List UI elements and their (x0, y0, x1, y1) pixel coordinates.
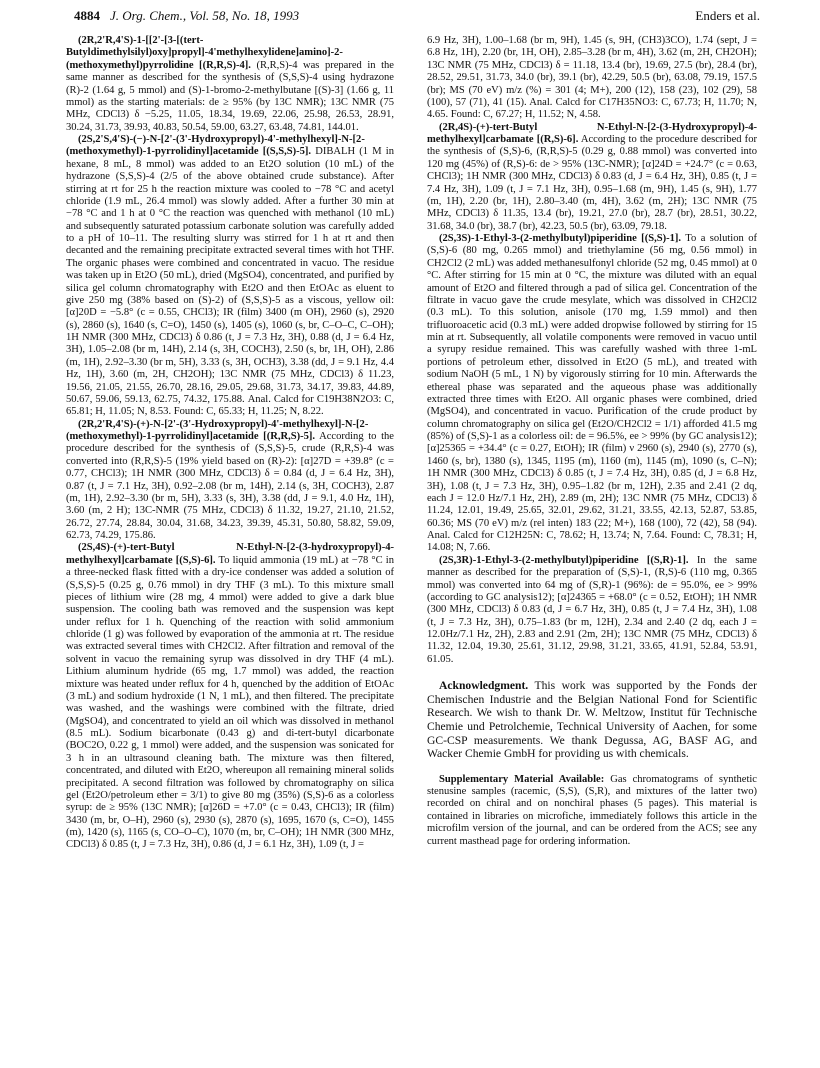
experimental-entry (66, 134, 394, 419)
journal-citation: J. Org. Chem., Vol. 58, No. 18, 1993 (110, 8, 300, 23)
experimental-entry (427, 555, 757, 666)
procedure-text: (R,R,S)-4 was prepared in the same manner as described for the synthesis of (S,S,S)-4 using hydrazone (R)-2 (1.64 g, 5 mmol) and (S)-1-bromo-2-methylbutane [(S)-3] (1.66 g, 11 mmol) as the starting materials: de ≥ 95% (by 13C NMR); 13C NMR (75 MHz, CDCl3) δ −5.25, 11.05, 18.34, 19.69, 22.06, 25.98, 26.53, 28.91, 30.24, 31.73, 39.93, 40.83, 50.54, 59.00, 63.27, 63.48, 74.81, 144.01. (66, 59, 394, 133)
compound-title: (2S,3S)-1-Ethyl-3-(2-methylbutyl)piperidine [(S,S)-1]. (439, 233, 682, 244)
compound-title: (2S,3R)-1-Ethyl-3-(2-methylbutyl)piperidine [(S,R)-1]. (439, 554, 689, 566)
acknowledgment-section (427, 679, 757, 761)
compound-title: (2S,4S)-(+)-tert-Butyl N-Ethyl-N-[2-(3-hydroxypropyl)-4-methylhexyl]carbamate [(S,S)-6]. (66, 542, 394, 566)
running-authors: Enders et al. (695, 8, 760, 23)
continued-text: 6.9 Hz, 3H), 1.00–1.68 (br m, 9H), 1.45 (s, 9H, (CH3)3CO), 1.74 (sept, J = 6.8 Hz, 1H), 2.20 (br, 1H, OH), 2.85–3.28 (br m, 4H), 3.62 (m, 2H, CH2OH); 13C NMR (75 MHz, CDCl3) δ = 11.18, 13.4 (br), 19.69, 27.5 (br), 28.4 (br), 28.52, 29.51, 31.73, 34.0 (br), 39.1 (br), 42.29, 50.5 (br), 63.08, 79.19, 157.5 (br); MS (70 eV) m/z (%) = 301 (4; M+), 200 (12), 158 (23), 102 (29), 58 (100), 57 (71), 41 (15). Anal. Calcd for C17H35NO3: C, 67.73; H, 11.70; N, 4.65. Found: C, 67.27; H, 11.52; N, 4.58. (427, 35, 757, 121)
supplementary-heading: Supplementary Material Available: (439, 773, 605, 785)
procedure-text: DIBALH (1 M in hexane, 8 mL, 8 mmol) was added to an Et2O solution (10 mL) of the hydrazone (S,S,S)-4 (2/5 of the above obtained crude substance). After stirring at rt for 25 h the reaction mixture was cooled to −78 °C and acetyl chloride (1.9 mL, 26.4 mmol) was slowly added. After a further 30 min at −78 °C and 1 h at 0 °C the reaction was quenched with methanol (10 mL) and subsequently saturated potassium carbonate solution was carefully added to a pH of 10–11. The resulting slurry was stirred for 1 h at rt and then decanted and the remaining precipitate extracted several times with hot THF. The organic phases were combined and concentrated in vacuo. The residue was taken up in Et2O (50 mL), dried (MgSO4), concentrated, and purified by silica gel column chromatography with Et2O and then EtOAc as eluent to give 250 mg (38% based on (S)-2) of (S,S,S)-5 as a viscous, yellow oil: [α]20D = −5.8° (c = 0.55, CHCl3); IR (film) 3400 (m OH), 2960 (s), 2920 (s), 2860 (s), 1640 (s, C=O), 1450 (s), 1405 (s), 1060 (s, br, C–O–C, C–OH); 1H NMR (300 MHz, CDCl3) δ 0.86 (t, J = 7.3 Hz, 3H), 0.88 (d, J = 6.4 Hz, 3H), 1.05–2.08 (br m, 14H), 2.14 (s, 3H, COCH3), 2.50 (s, br, 1H, OH), 2.86 (m, 1H), 2.92–3.30 (br m, 5H), 3.33 (s, 3H, OCH3), 3.38 (dd, J = 9.1 Hz, 4.4 Hz, 1H), 3.60 (m, 2H, CH2OH); 13C NMR (75 MHz, CDCl3) δ 11.23, 19.56, 21.05, 21.55, 26.70, 28.16, 29.05, 29.68, 31.73, 34.17, 39.83, 44.89, 50.67, 59.06, 59.13, 62.75, 74.32, 175.88. Anal. Calcd for C19H38N2O3: C, 65.81; H, 11.05; N, 8.53. Found: C, 65.33; H, 11.25; N, 8.22. (66, 146, 394, 418)
right-column (427, 35, 757, 848)
procedure-text: According to the procedure described for the synthesis of (S,S,S)-5, crude (R,R,S)-4 was converted into (R,R,S)-5 (19% yield based on (R)-2): [α]27D = +39.8° (c = 0.77, CHCl3); 1H NMR (300 MHz, CDCl3) δ = 0.84 (d, J = 6.4 Hz, 3H), 0.87 (t, J = 7.1 Hz, 3H), 0.92–2.08 (br m, 14H), 2.14 (s, 3H, COCH3), 2.87 (m, 1H), 2.92–3.30 (br m, 5H), 3.33 (s, 3H), 3.38 (dd, J = 9.1, 4.0 Hz, 1H), 3.60 (m, 2 H); 13C-NMR (75 MHz, CDCl3) δ 11.32, 19.27, 21.10, 21.52, 26.72, 27.74, 28.84, 30.04, 31.68, 34.23, 39.39, 45.31, 50.80, 58.82, 59.09, 62.73, 74.29, 175.86. (66, 431, 394, 541)
procedure-text: According to the procedure described for the synthesis of (S,S)-6, (R,R,S)-5 (0.29 g, 0.88 mmol) was converted into 120 mg (45%) of (R,S)-6: de > 95% (13C-NMR); [α]24D = +24.7° (c = 0.63, CHCl3); 1H NMR (300 MHz, CDCl3) δ 0.83 (d, J = 6.4 Hz, 3H), 0.85 (t, J = 7.4 Hz, 3H), 1.09 (t, J = 7.1 Hz, 3H), 0.95–1.68 (m, 9H), 1.45 (s, 9H), 1.77 (m, 1H), 2.20 (br, 1H), 2.80–3.40 (m, 4H), 3.62 (m, 2H); 13C NMR (75 MHz, CDCl3) δ 11.35, 13.4 (br), 19.21, 27.0 (br), 28.7 (br), 28.51, 30.22, 31.68, 34.0 (br), 38.7 (br), 42.23, 50.5 (br), 63.09, 79.18. (427, 134, 757, 232)
acknowledgment-text: This work was supported by the Fonds der Chemischen Industrie and the Belgian National Fond for Scientific Research. We wish to thank Dr. W. Meltzow, Institut für Technische Chemie und Petrolchemie, Technical University of Aachen, for some GC-CSP measurements. We thank Degussa, AG, BASF AG, and Wacker Chemie GmbH for providing us with chemicals. (427, 679, 757, 761)
left-column (66, 35, 394, 852)
experimental-entry (427, 122, 757, 233)
compound-title: (2S,2'S,4'S)-(−)-N-[2'-(3'-Hydroxypropyl)-4'-methylhexyl]-N-[2-(methoxymethyl)-1-pyrrolidinyl]acetamide [(S,S,S)-5]. (66, 134, 365, 158)
experimental-entry (66, 35, 394, 134)
running-header (74, 8, 760, 28)
compound-title: (2R,2'R,4'S)-1-[[2'-[3-[(tert-Butyldimethylsilyl)oxy]propyl]-4'methylhexylidene]amino]-2-(methoxymethyl)pyrrolidine [(R,R,S)-4]. (66, 35, 343, 71)
acknowledgment-heading: Acknowledgment. (439, 679, 529, 693)
supplementary-section (427, 774, 757, 848)
compound-title: (2R,2'R,4'S)-(+)-N-[2'-(3'-Hydroxypropyl)-4'-methylhexyl]-N-[2-(methoxymethyl)-1-pyrrolidinyl]acetamide [(R,R,S)-5]. (66, 418, 369, 442)
experimental-entry (66, 542, 394, 851)
page-number: 4884 (74, 8, 100, 23)
procedure-text: To liquid ammonia (19 mL) at −78 °C in a three-necked flask fitted with a dry-ice condenser was added a solution of (S,S,S)-5 (0.25 g, 0.76 mmol) in dry THF (3 mL). To this mixture small pieces of lithium wire (28 mg, 4 mmol) were added to give a dark blue suspension. The cooling bath was removed and the suspension was kept under reflux for 1 h. Quenching of the reaction with solid ammonium chloride (1 g) was followed by evaporation of the ammonia at rt. The residue was extracted several times with CH2Cl2. After filtration and removal of the solvent in vacuo the remaining syrup was dissolved in dry THF (4 mL). Lithium aluminum hydride (65 mg, 1.7 mmol) was added, the reaction mixture was heated under reflux for 4 h, quenched by the addition of EtOAc (3 mL) and sodium hydroxide (1 N, 1 mL), and then filtered. The precipitate was washed, and the washings were combined with the filtrate, dried (MgSO4), and concentrated to yield an oil which was dissolved in methanol (8.5 mL). Sodium bicarbonate (0.43 g) and di-tert-butyl dicarbonate (BOC2O, 0.22 g, 1 mmol) were added, and the suspension was sonicated for 3 h in an ultrasound cleaning bath. The mixture was then filtered, concentrated, and diluted with Et2O, whereupon all remaining mineral solids precipitated. A second filtration was followed by chromatography on silica gel (Et2O/petroleum ether = 3/1) to give 80 mg (35%) (S,S)-6 as a colorless syrup: de ≥ 95% (13C NMR); [α]26D = +7.0° (c = 0.43, CHCl3); IR (film) 3430 (m, br, O–H), 2960 (s), 2930 (s), 2870 (s), 1695, 1670 (s, C=O), 1455 (m), 1420 (s), 1165 (s, CO–O–C), 1070 (m, br, C–OH); 1H NMR (300 MHz, CDCl3) δ 0.85 (t, J = 7.3 Hz, 3H), 0.86 (d, J = 6.1 Hz, 3H), 1.09 (t, J = (66, 554, 394, 851)
supplementary-text: Gas chromatograms of synthetic stenusine samples (racemic, (S,S), (S,R), and mixtures of the latter two) recorded on chiral and on nonchiral phases (5 pages). This material is contained in libraries on microfiche, immediately follows this article in the microfilm version of the journal, and can be ordered from the ACS; see any current masthead page for ordering information. (427, 773, 757, 847)
compound-title: (2R,4S)-(+)-tert-Butyl N-Ethyl-N-[2-(3-Hydroxypropyl)-4-methylhexyl]carbamate [(R,S)-6]. (427, 121, 757, 145)
procedure-text: In the same manner as described for the preparation of (S,S)-1, (R,S)-6 (110 mg, 0.365 mmol) was converted into 64 mg of (S,R)-1 (96%): de = 95.0%, ee > 99% (according to GC analysis12); [α]24365 = +68.0° (c = 0.52, EtOH); 1H NMR (300 MHz, CDCl3) δ 0.83 (d, J = 6.7 Hz, 3H), 0.85 (t, J = 7.4 Hz, 3H), 1.08 (t, J = 7.3 Hz, 3H), 0.75–1.83 (br m, 12H), 2.34 and 2.40 (2 dq, each J = 12.0Hz/7.1 Hz, 2H), 2.83 and 2.91 (2m, 2H); 13C NMR (75 MHz, CDCl3) δ 11.32, 12.04, 19.30, 25.61, 31.12, 29.98, 31.21, 33.65, 41.91, 52.84, 53.91, 61.05. (427, 554, 757, 665)
experimental-entry (427, 233, 757, 555)
procedure-text: To a solution of (S,S)-6 (80 mg, 0.265 mmol) and triethylamine (56 mg, 0.56 mmol) in CH2Cl2 (2 mL) was added methanesulfonyl chloride (52 mg, 0.45 mmol) at 0 °C. After stirring for 15 min at 0 °C, the mixture was diluted with an equal amount of Et2O and filtered through a pad of silica gel. Concentration of the filtrate in vacuo gave the crude mesylate, which was dissolved in CH2Cl2 (0.3 mL). To this solution, anisole (170 mg, 1.59 mmol) and then trifluoroacetic acid (0.3 mL) were added dropwise followed by stirring for 15 min at rt. Subsequently, all volatile components were removed in vacuo until a syrupy residue remained. This was carefully washed with three 1-mL portions of petroleum ether, dissolved in Et2O (5 mL), and treated with sodium NaOH (5 mL, 1 N) by vigorously stirring for 10 min. Afterwards the ethereal phase was separated and the aqueous phase was additionally extracted three times with Et2O. All organic phases were combined, dried (MgSO4), and concentrated in vacuo. Purification of the crude product by column chromatography on silica gel (Et2O/CH2Cl2 = 1/1) afforded 41.5 mg (85%) of (S,S)-1 as a colorless oil: de = 96.5%, ee > 99% (by GC analysis12); [α]25365 = +34.4° (c = 0.27, EtOH); IR (film) ν 2960 (s), 2940 (s), 2770 (s), 1460 (s, br), 1380 (s), 1345, 1195 (m), 1160 (m), 1145 (m), 1090 (s, C–N); 1H NMR (300 MHz, CDCl3) δ 0.85 (t, J = 7.4 Hz, 3H), 0.85 (d, J = 6.8 Hz, 3H), 1.08 (t, J = 7.3 Hz, 3H), 0.95–1.82 (br m, 12H), 2.35 and 2.41 (2 dq, each J = 12.0 Hz/7.1 Hz, 2H), 2.89 (m, 2H); 13C NMR (75 MHz, CDCl3) δ 11.24, 12.01, 19.49, 25.65, 32.01, 29.62, 31.21, 33.55, 42.13, 52.87, 53.85, 60.36; MS (70 eV) m/z (rel inten) 183 (22; M+), 168 (100), 72 (42), 58 (94). Anal. Calcd for C12H25N: C, 78.62; H, 13.74; N, 7.64. Found: C, 78.31; H, 14.08; N, 7.66. (427, 233, 757, 554)
experimental-entry (66, 419, 394, 543)
